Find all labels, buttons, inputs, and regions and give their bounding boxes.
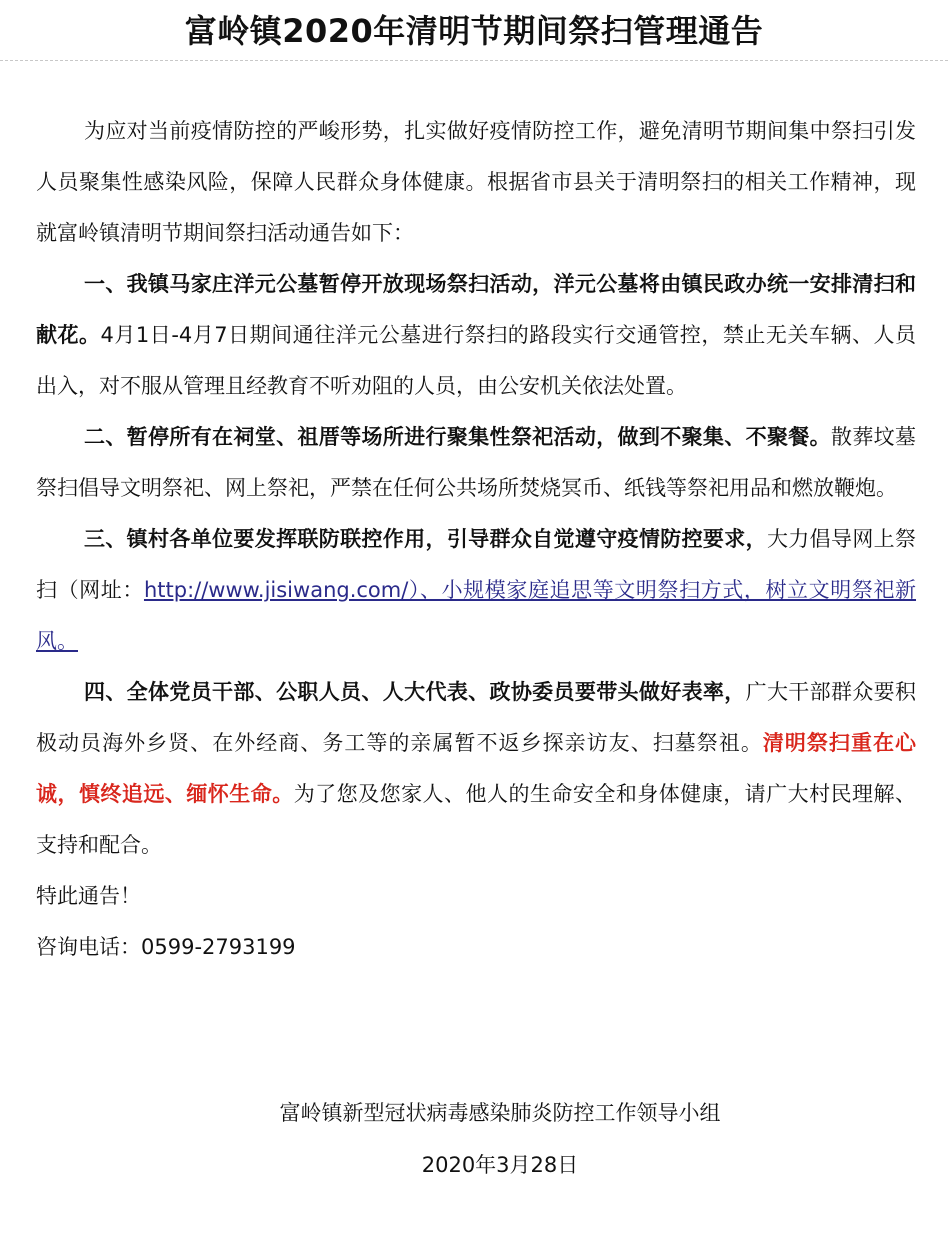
- signature-org: 富岭镇新型冠状病毒感染肺炎防控工作领导小组: [279, 1101, 721, 1125]
- intro-paragraph: 为应对当前疫情防控的严峻形势，扎实做好疫情防控工作，避免清明节期间集中祭扫引发人员聚集性感染风险，保障人民群众身体健康。根据省市县关于清明祭扫的相关工作精神，现就富岭镇清明节期间祭扫活动通告如下：: [36, 119, 916, 245]
- item-3-heading: 三、镇村各单位要发挥联防联控作用，引导群众自觉遵守疫情防控要求，: [84, 527, 767, 551]
- item-3-text: 大力倡导网上祭扫（网址：: [36, 527, 917, 602]
- jisiwang-link[interactable]: http://www.jisiwang.com/）、小规模家庭追思等文明祭扫方式，树立文明祭祀新风。: [36, 578, 917, 653]
- item-4-heading: 四、全体党员干部、公职人员、人大代表、政协委员要带头做好表率，: [84, 680, 746, 704]
- item-3-paragraph: [36, 514, 916, 667]
- title-divider: [0, 60, 948, 61]
- item-2-text: 散葬坟墓祭扫倡导文明祭祀、网上祭祀，严禁在任何公共场所焚烧冥币、纸钱等祭祀用品和燃放鞭炮。: [36, 425, 917, 500]
- item-2-paragraph: [36, 412, 916, 514]
- contact-phone: 咨询电话：0599-2793199: [36, 935, 296, 959]
- notice-body: [36, 106, 916, 973]
- item-4-red-slogan: 清明祭扫重在心诚，慎终追远、缅怀生命。: [36, 731, 916, 806]
- item-2-heading: 二、暂停所有在祠堂、祖厝等场所进行聚集性祭祀活动，做到不聚集、不聚餐。: [84, 425, 831, 449]
- item-4-text-after: 为了您及您家人、他人的生命安全和身体健康，请广大村民理解、支持和配合。: [36, 782, 917, 857]
- item-4-text: 广大干部群众要积极动员海外乡贤、在外经商、务工等的亲属暂不返乡探亲访友、扫墓祭祖。: [36, 680, 917, 755]
- signature-date: 2020年3月28日: [421, 1153, 579, 1177]
- notice-title: 富岭镇2020年清明节期间祭扫管理通告: [184, 12, 764, 50]
- closing-line: 特此通告！: [36, 884, 141, 908]
- item-1-heading: 一、我镇马家庄洋元公墓暂停开放现场祭扫活动，洋元公墓将由镇民政办统一安排清扫和献花。: [36, 272, 916, 347]
- item-1-text: 4月1日-4月7日期间通往洋元公墓进行祭扫的路段实行交通管控，禁止无关车辆、人员出入，对不服从管理且经教育不听劝阻的人员，由公安机关依法处置。: [36, 323, 916, 398]
- item-4-paragraph: [36, 667, 916, 871]
- item-1-paragraph: [36, 259, 916, 412]
